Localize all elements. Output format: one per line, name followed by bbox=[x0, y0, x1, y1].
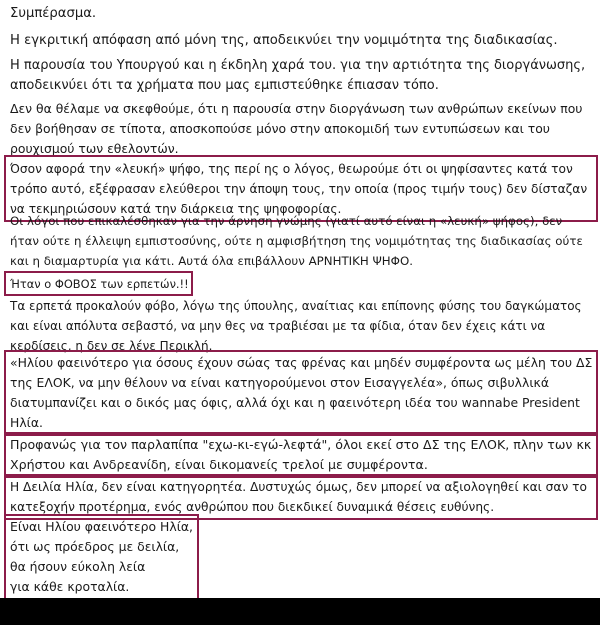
boxed-paragraph-fear: Ήταν ο ΦΟΒΟΣ των ερπετών.!! bbox=[4, 271, 193, 296]
boxed-paragraph-cowardice: Η Δειλία Ηλία, δεν είναι κατηγορητέα. Δυστυχώς όμως, δεν μπορεί να αξιολογηθεί και σαν το κατεξοχήν προτέρημα, ενός ανθρώπου που διεκδικεί δυναμικά θέσεις ευθύνης. bbox=[4, 474, 598, 520]
boxed-paragraph-parlapipas: Προφανώς για τον παρλαπίπα "εχω-κι-εγώ-λεφτά", όλοι εκεί στο ΔΣ της ΕΛΟΚ, πλην των κκ Χρήστου και Ανδρεανίδη, είναι δικομανείς τρελοί με συμφέροντα. bbox=[4, 432, 598, 478]
boxed-paragraph-quote: «Ηλίου φαεινότερο για όσους έχουν σώας τας φρένας και μηδέν συμφέροντα ως μέλη του ΔΣ της ΕΛΟΚ, να μην θέλουν να είναι κατηγορούμενοι στον Εισαγγελέα», όπως σιβυλλικά διατυμπανίζει και ο δικός μας όφις, αλλά όχι και η φαεινότερη ιδέα του wannabe President Ηλία. bbox=[4, 350, 598, 436]
boxed-paragraph-blank-vote: Όσον αφορά την «λευκή» ψήφο, της περί ης ο λόγος, θεωρούμε ότι οι ψηφίσαντες κατά τον τρόπο αυτό, εξέφρασαν ελεύθεροι την άποψη τους, την οποία (προς τιμήν τους) δεν δίσταζαν να τεκμηριώσουν κατά την διάρκεια της ψηφοφορίας. bbox=[4, 155, 598, 222]
paragraph-conclusion-heading: Συμπέρασμα. bbox=[10, 6, 97, 21]
paragraph-reptiles: Τα ερπετά προκαλούν φόβο, λόγω της ύπουλης, αναίτιας και επίπονης φύσης του δαγκώματος και είναι απόλυτα σεβαστό, να μην θες να τραβιέσαι με τα φίδια, όταν δεν έχεις κάτι να κερδίσεις, η δεν σε λένε Περικλή. bbox=[10, 299, 582, 353]
paragraph-reasons: Οι λόγοι που επικαλέσθηκαν για την άρνηση γνώμης (γιατί αυτό είναι η «λευκή» ψήφος), δεν ήταν ούτε η έλλειψη εμπιστοσύνης, ούτε η αμφισβήτηση της νομιμότητας της διαδικασίας ούτε και η διαμαρτυρία για κάτι. Αυτά όλα επιβάλλουν ΑΡΝΗΤΙΚΗ ΨΗΦΟ. bbox=[10, 214, 583, 268]
paragraph-approval: Η εγκριτική απόφαση από μόνη της, αποδεικνύει την νομιμότητα της διαδικασίας. bbox=[10, 33, 558, 48]
paragraph-minister: Η παρουσία του Υπουργού και η έκδηλη χαρά του. για την αρτιότητα της διοργάνωσης, αποδεικνύει ότι τα χρήματα που μας εμπιστεύθηκε έπιασαν τόπο. bbox=[10, 58, 586, 93]
bottom-black-bar bbox=[0, 598, 600, 625]
boxed-paragraph-poem: Είναι Ηλίου φαεινότερο Ηλία, ότι ως πρόεδρος με δειλία, θα ήσουν εύκολη λεία για κάθε κροταλία. bbox=[4, 514, 199, 600]
paragraph-presence: Δεν θα θέλαμε να σκεφθούμε, ότι η παρουσία στην διοργάνωση των ανθρώπων εκείνων που δεν βοήθησαν σε τίποτα, αποσκοπούσε μόνο στην αποκομιδή των εντυπώσεων και του ρουχισμού των εθελοντών. bbox=[10, 101, 583, 156]
